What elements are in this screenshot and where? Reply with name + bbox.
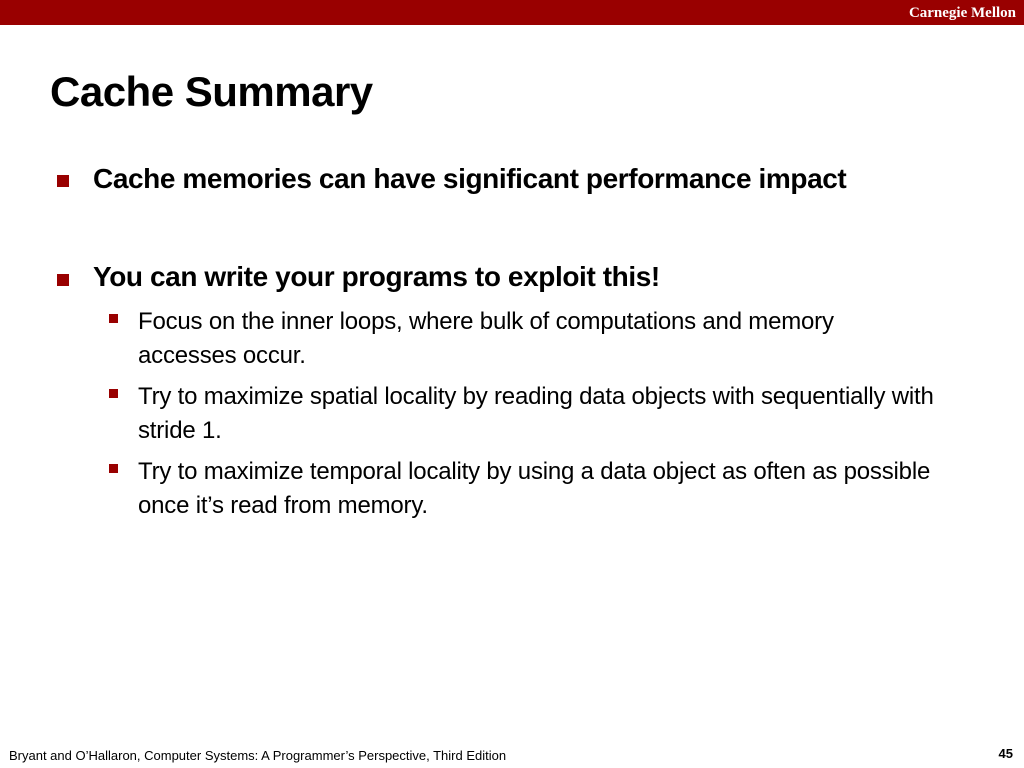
sub-bullet-square-icon — [109, 389, 118, 398]
sub-bullet-square-icon — [109, 464, 118, 473]
header-bar — [0, 0, 1024, 25]
sub-bullet-square-icon — [109, 314, 118, 323]
bullet-square-icon — [57, 175, 69, 187]
bullet-item-2: You can write your programs to exploit this! — [93, 261, 660, 292]
bullet-item-1: Cache memories can have significant performance impact — [93, 163, 847, 194]
slide-title: Cache Summary — [50, 68, 373, 115]
sub-bullet-item-1: Focus on the inner loops, where bulk of computations and memory accesses occur. — [138, 308, 834, 369]
page-number: 45 — [998, 746, 1013, 761]
footer-citation: Bryant and O’Hallaron, Computer Systems: A Programmer’s Perspective, Third Edition — [9, 748, 507, 763]
bullet-square-icon — [57, 274, 69, 286]
brand-label: Carnegie Mellon — [908, 5, 1016, 21]
sub-bullet-item-3: Try to maximize temporal locality by using a data object as often as possible once it’s read from memory. — [138, 458, 931, 519]
sub-bullet-item-2: Try to maximize spatial locality by reading data objects with sequentially with stride 1. — [138, 383, 934, 444]
